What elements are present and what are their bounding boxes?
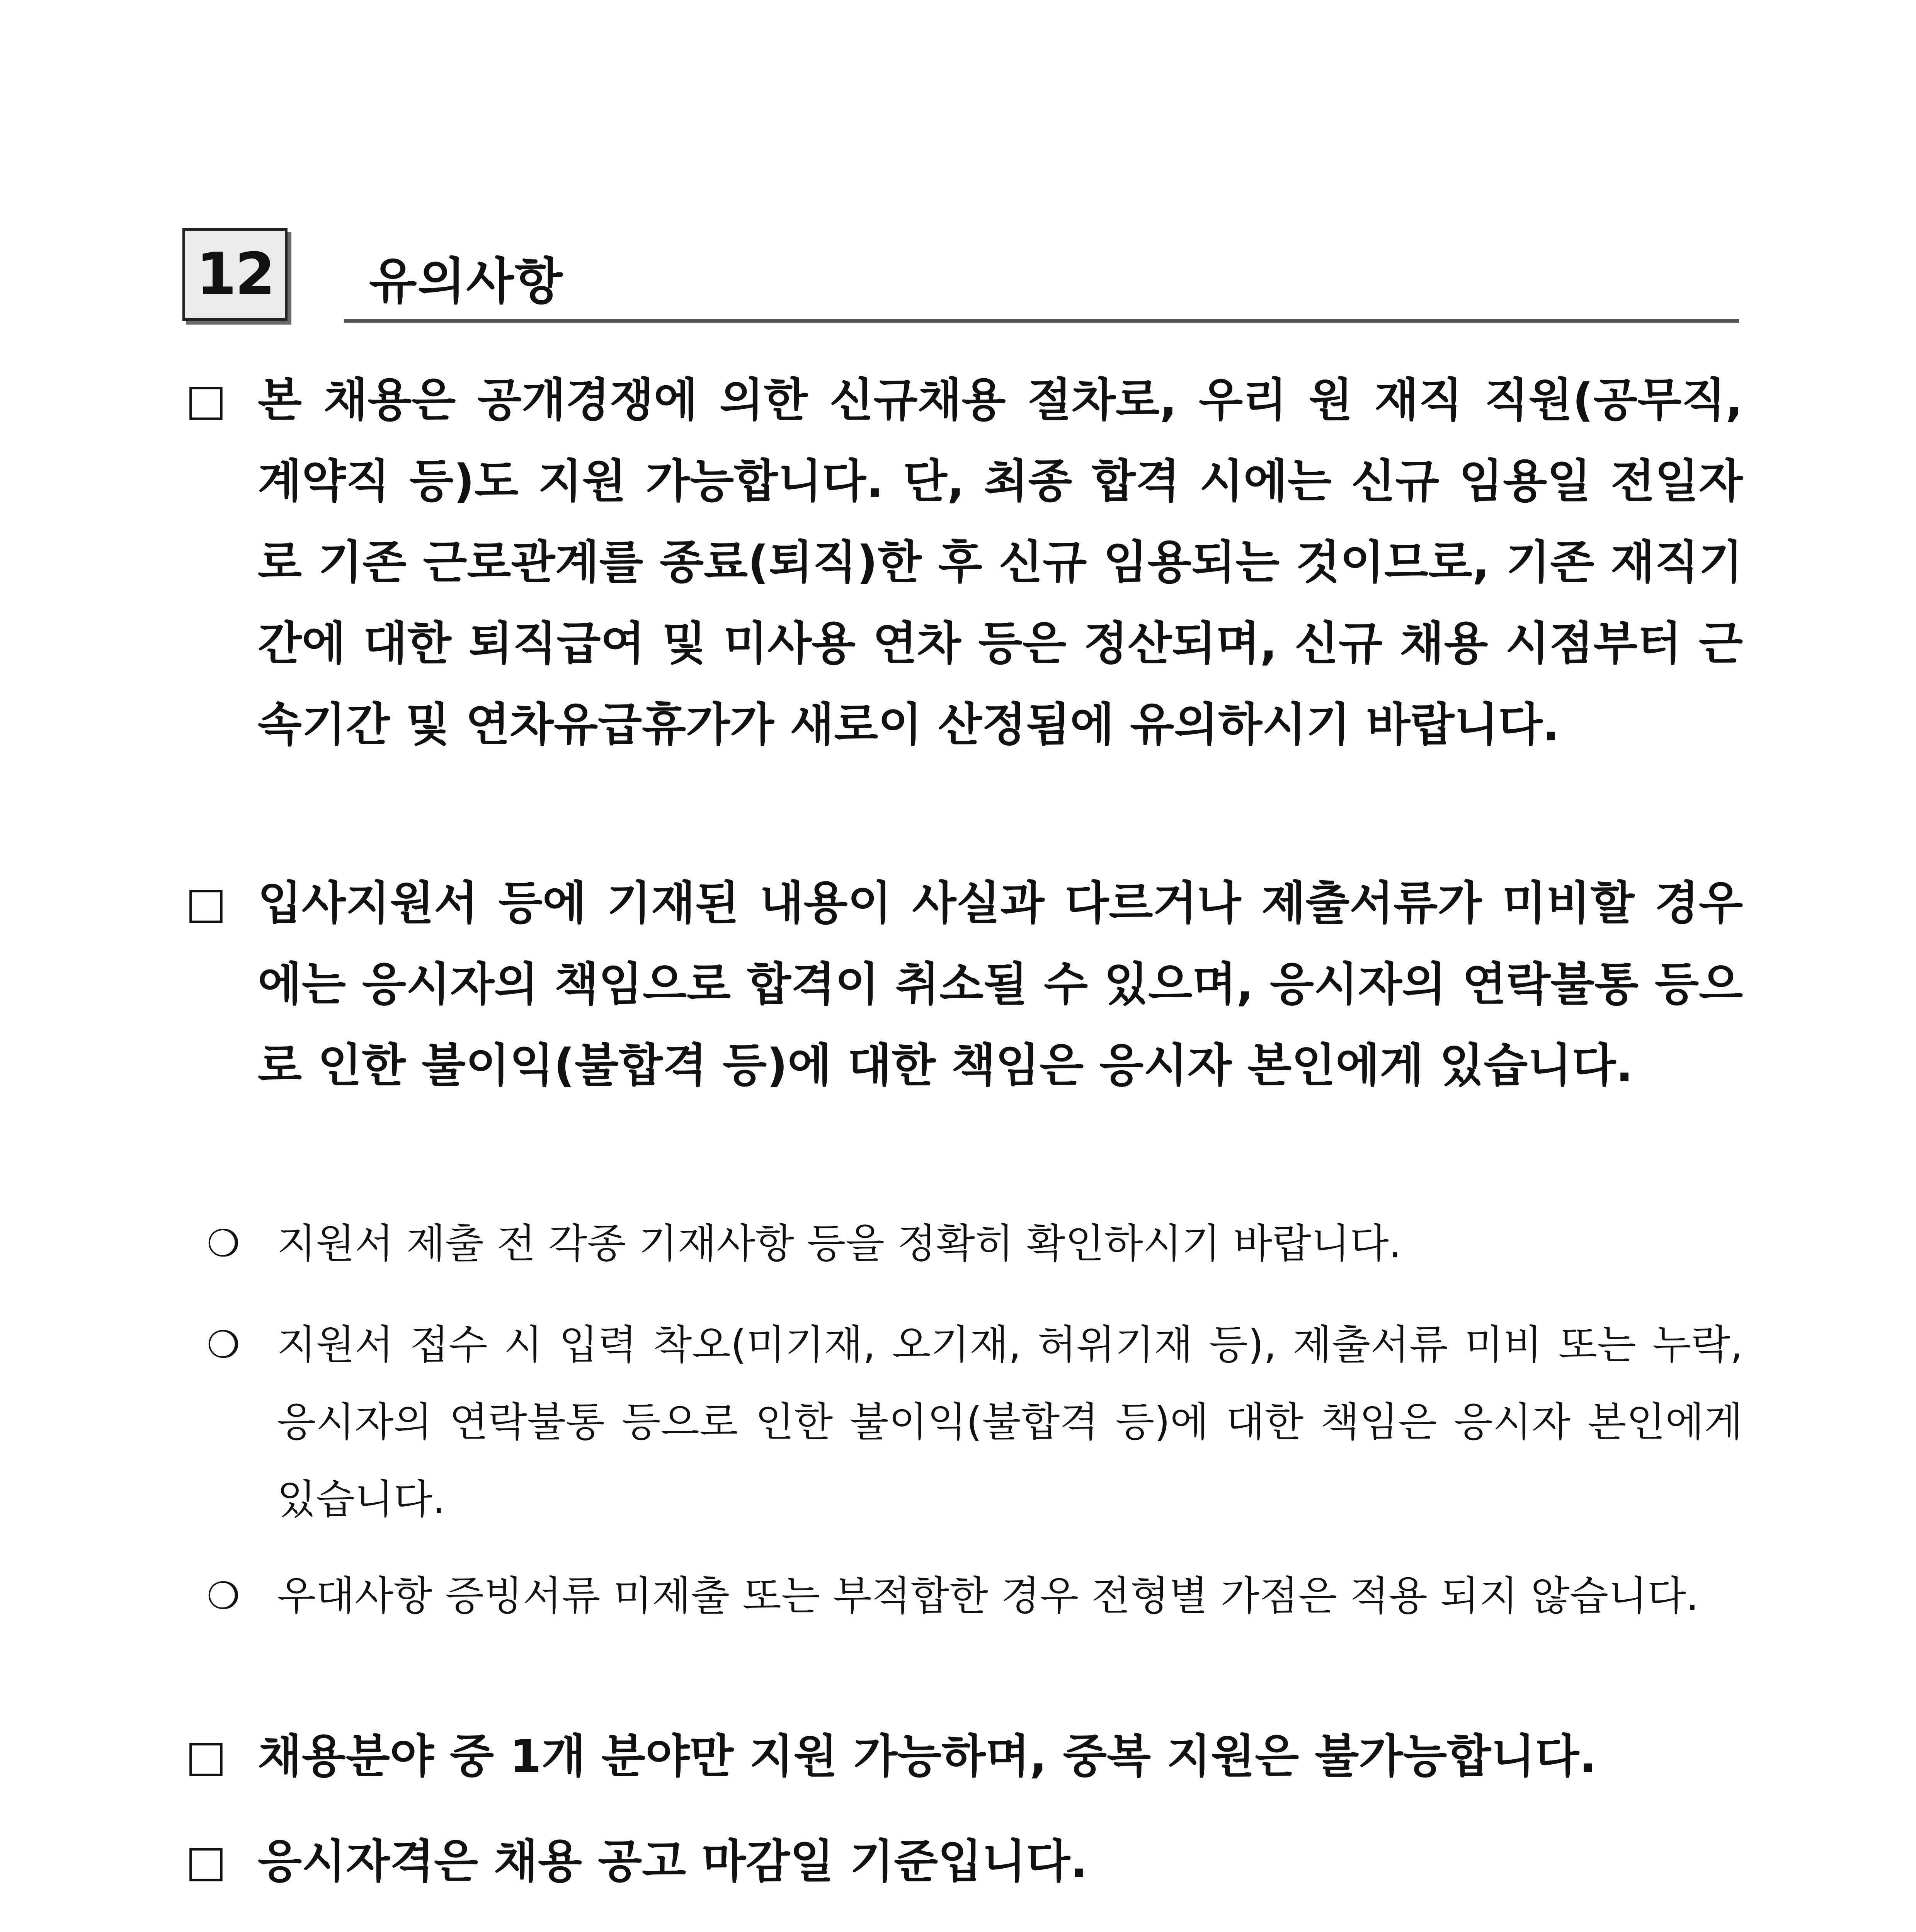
checkbox-square-icon: □ [185,1836,226,1886]
checkbox-square-icon [185,1928,226,1932]
notice-text: 응시자격은 채용 공고 마감일 기준입니다. [258,1835,1087,1888]
circle-bullet-icon: ❍ [207,1574,240,1617]
circle-bullet-icon: ❍ [207,1222,240,1265]
circle-bullet-icon: ❍ [207,1323,240,1366]
sub-notice-text: 지원서 제출 전 각종 기재사항 등을 정확히 확인하시기 바랍니다. [277,1220,1402,1267]
notice-text: 입사지원서 등에 기재된 내용이 사실과 다르거나 제출서류가 미비할 경우에는 응시자의 책임으로 합격이 취소될 수 있으며, 응시자의 연락불통 등으로 인한 불이익(불합격 등)에 대한 책임은 응시자 본인에게 있습니다. [258,876,1743,1092]
notice-item [185,862,1743,1106]
checkbox-square-icon: □ [185,375,226,425]
sub-notice-item [207,1557,1743,1634]
notice-text [258,1928,1743,1932]
notice-item [185,1821,1743,1902]
notice-text: 본 채용은 공개경쟁에 의한 신규채용 절차로, 우리 원 재직 직원(공무직, 계약직 등)도 지원 가능합니다. 단, 최종 합격 시에는 신규 임용일 전일자로 기존 근로관계를 종료(퇴직)한 후 신규 임용되는 것이므로, 기존 재직기간에 대한 퇴직급여 및 미사용 연차 등은 정산되며, 신규 채용 시점부터 근속기간 및 연차유급휴가가 새로이 산정됨에 유의하시기 바랍니다. [258,373,1743,751]
section-title: 유의사항 [369,253,563,310]
notice-item [185,1928,1743,1932]
checkbox-square-icon: □ [185,878,226,928]
notice-item [185,1716,1743,1797]
notice-text: 채용분야 중 1개 분야만 지원 가능하며, 중복 지원은 불가능합니다. [258,1730,1597,1783]
section-title-underline [344,319,1739,323]
notice-item [185,359,1743,765]
sub-notice-item [207,1306,1743,1538]
sub-notice-text: 지원서 접수 시 입력 착오(미기재, 오기재, 허위기재 등), 제출서류 미비 또는 누락, 응시자의 연락불통 등으로 인한 불이익(불합격 등)에 대한 책임은 응시자 본인에게 있습니다. [277,1321,1743,1523]
checkbox-square-icon: □ [185,1731,226,1781]
sub-notice-text: 우대사항 증빙서류 미제출 또는 부적합한 경우 전형별 가점은 적용 되지 않습니다. [277,1572,1699,1619]
sub-notice-item [207,1205,1743,1282]
section-number: 12 [182,228,288,321]
